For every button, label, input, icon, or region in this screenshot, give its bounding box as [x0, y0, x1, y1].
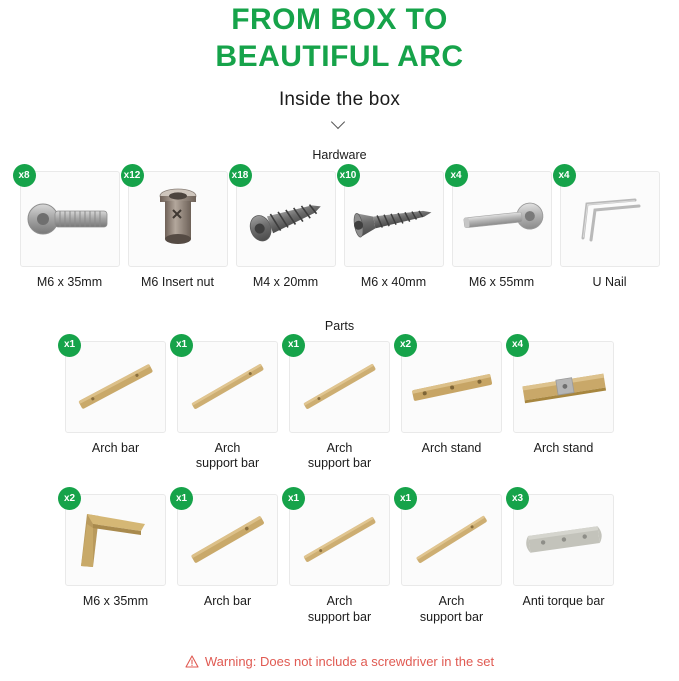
parts-section-label: Parts [324, 318, 355, 333]
quantity-badge: x4 [506, 334, 529, 357]
part-item [513, 341, 614, 472]
quantity-badge: x1 [394, 487, 417, 510]
part-thumbnail [401, 494, 502, 586]
part-item-label: Arch bar [91, 440, 140, 455]
hardware-item-label: M6 x 40mm [360, 275, 427, 290]
part-thumbnail [65, 341, 166, 433]
parts-grid-row-2 [0, 494, 679, 625]
hardware-grid [0, 171, 679, 291]
hardware-thumbnail [20, 171, 120, 267]
hardware-section-label: Hardware [312, 148, 367, 163]
hardware-thumbnail [452, 171, 552, 267]
part-item [65, 341, 166, 472]
part-item [513, 494, 614, 625]
part-item-label: Arch stand [421, 440, 482, 455]
hardware-item-label: M6 x 55mm [468, 275, 535, 290]
part-item-label: Arch support bar [195, 440, 260, 471]
part-item-label: M6 x 35mm [82, 594, 149, 609]
part-item-label: Arch support bar [307, 594, 372, 624]
hardware-item-label: U Nail [592, 275, 627, 290]
hardware-item [452, 171, 552, 291]
part-thumbnail [177, 494, 278, 586]
header-block [0, 0, 679, 126]
chevron-down-icon [332, 117, 348, 126]
warning-text: Warning: Does not include a screwdriver in the set [204, 654, 495, 669]
hardware-section [0, 148, 679, 291]
anti-torque-bar-icon [514, 495, 613, 585]
part-thumbnail [513, 341, 614, 433]
hardware-item [231, 169, 336, 291]
quantity-badge: x4 [553, 164, 576, 187]
page-title-line-2: BEAUTIFUL ARC [215, 39, 464, 73]
quantity-badge: x8 [13, 164, 36, 187]
hardware-item-label: M4 x 20mm [252, 275, 319, 290]
long-bolt-icon [453, 172, 551, 266]
quantity-badge: x4 [445, 164, 468, 187]
part-thumbnail [513, 494, 614, 586]
hardware-thumbnail [339, 169, 444, 267]
hardware-thumbnail [231, 169, 336, 267]
arch-bar-icon [66, 342, 165, 432]
arch-support-bar-icon [402, 495, 501, 585]
parts-grid-row-1 [0, 341, 679, 472]
hardware-item [560, 171, 660, 291]
hardware-thumbnail [560, 171, 660, 267]
quantity-badge: x2 [394, 334, 417, 357]
part-item [289, 341, 390, 472]
hardware-item [123, 169, 228, 291]
arch-bar-icon [178, 495, 277, 585]
part-item-label: Arch support bar [419, 594, 484, 624]
u-nail-icon [561, 172, 659, 266]
hardware-item [339, 169, 444, 291]
page-title [0, 2, 679, 75]
part-item [177, 341, 278, 472]
arch-stand-icon [402, 342, 501, 432]
quantity-badge: x1 [282, 334, 305, 357]
quantity-badge: x10 [337, 164, 360, 187]
part-item-label: Arch bar [203, 594, 252, 609]
arch-support-bar-icon [290, 495, 389, 585]
arch-support-bar-icon [290, 342, 389, 432]
page-subtitle: Inside the box [278, 89, 401, 111]
quantity-badge: x1 [170, 334, 193, 357]
part-item [65, 494, 166, 625]
hardware-item-label: M6 x 35mm [36, 275, 103, 290]
part-item-label: Anti torque bar [522, 594, 605, 609]
quantity-badge: x12 [121, 164, 144, 187]
screw-icon [237, 172, 335, 266]
warning-banner [0, 654, 679, 669]
quantity-badge: x1 [282, 487, 305, 510]
hardware-thumbnail [123, 169, 228, 267]
page-title-line-1: FROM BOX TO [231, 3, 448, 36]
part-item [289, 494, 390, 625]
parts-section [0, 319, 679, 626]
arch-stand-plate-icon [514, 342, 613, 432]
arch-support-bar-icon [178, 342, 277, 432]
part-item [177, 494, 278, 625]
angled-bar-icon [66, 495, 165, 585]
warning-triangle-icon [185, 655, 199, 668]
quantity-badge: x1 [58, 334, 81, 357]
screw-icon [345, 172, 443, 266]
hardware-item-label: M6 Insert nut [141, 275, 214, 290]
quantity-badge: x1 [170, 487, 193, 510]
insert-nut-icon [129, 172, 227, 266]
part-thumbnail [65, 494, 166, 586]
part-item [401, 341, 502, 472]
quantity-badge: x2 [58, 487, 81, 510]
part-thumbnail [401, 341, 502, 433]
bolt-icon [21, 172, 119, 266]
part-item [401, 494, 502, 625]
part-item-label: Arch stand [533, 440, 594, 455]
quantity-badge: x18 [229, 164, 252, 187]
hardware-item [20, 171, 120, 291]
part-item-label: Arch support bar [307, 440, 372, 471]
part-thumbnail [289, 341, 390, 433]
part-thumbnail [289, 494, 390, 586]
quantity-badge: x3 [506, 487, 529, 510]
part-thumbnail [177, 341, 278, 433]
